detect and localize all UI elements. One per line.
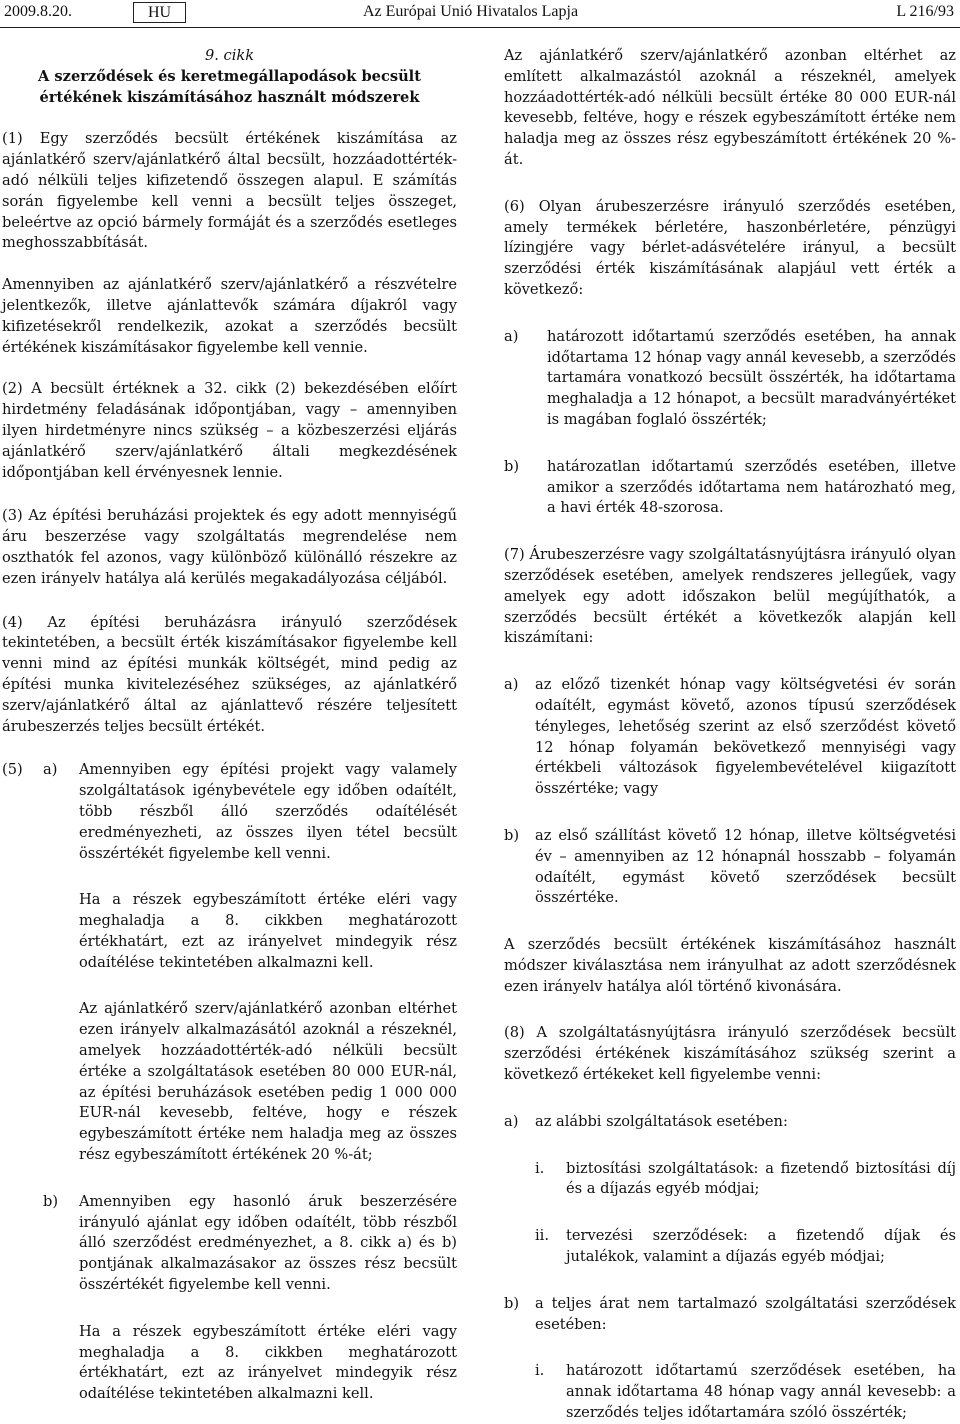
article-number: 9. cikk <box>204 47 255 64</box>
paragraph-7-a <box>504 675 956 800</box>
paragraph-5-b <box>2 1192 457 1296</box>
spacer <box>2 1192 43 1296</box>
paragraph-8: (8) A szolgáltatásnyújtásra irányuló szerződések becsült szerződési értékének kiszámításához szükség szerint a következő értékeket kell figyelembe venni: <box>504 1024 956 1084</box>
paragraph-8-b <box>504 1294 956 1336</box>
paragraph-7-b <box>504 826 956 909</box>
point-a-text: határozott időtartamú szerződés esetében, ha annak időtartama 12 hónap vagy annál kevesebb, a szerződés tartamára vonatkozó becsült összérték, ha időtartama meghaladja a 12 hónapot, a becsült maradványértéket is magában foglaló összérték; <box>547 327 956 428</box>
paragraph-2: (2) A becsült értéknek a 32. cikk (2) bekezdésében előírt hirdetmény feladásának időpontjában, vagy – amennyiben ilyen hirdetményre nincs szükség – a közbeszerzési eljárás ajánlatkérő szerv/ajánlatkérő általi megkezdésének időpontjában kell érvényesnek lennie. <box>2 380 457 481</box>
paragraph-3: (3) Az építési beruházási projektek és egy adott mennyiségű áru beszerzése vagy szolgáltatás megrendelése nem oszthatók fel azonos, vagy különböző különálló részekre az ezen irányelv hatálya alá kerülés megakadályozása céljából. <box>2 507 457 587</box>
paragraph-5-a <box>2 760 457 864</box>
paragraph-7: (7) Árubeszerzésre vagy szolgáltatásnyújtásra irányuló olyan szerződések esetében, amelyek rendszeres jellegűek, vagy amelyek egy adott időszakon belül megújíthatók, a szerződés becsült értékét a következők alapján kell kiszámítani: <box>504 546 956 647</box>
paragraph-1: (1) Egy szerződés becsült értékének kiszámítása az ajánlatkérő szerv/ajánlatkérő által becsült, hozzáadottérték-adó nélküli teljes kifizetendő összegen alapul. E számítás során figyelembe kell venni a becsült teljes összeget, beleértve az opció bármely formáját és a szerződés esetleges meghosszabbítását. <box>2 130 457 252</box>
point-b-label: b) <box>504 1294 520 1312</box>
method-selection-text: A szerződés becsült értékének kiszámításához használt módszer kiválasztása nem irányulhat az adott szerződésnek ezen irányelv hatálya alól történő kivonására. <box>504 936 956 995</box>
right-column <box>504 46 956 1424</box>
point-b-threshold-text: Ha a részek egybeszámított értéke eléri vagy meghaladja a 8. cikkben meghatározott értékhatárt, ezt az irányelvet mindegyik rész odaítélése tekintetében alkalmazni kell. <box>79 1322 457 1403</box>
point-a-text: az alábbi szolgáltatások esetében: <box>535 1112 788 1130</box>
point-i-text: határozott időtartamú szerződések esetében, ha annak időtartama 48 hónap vagy annál kevesebb: a szerződés teljes időtartamára szóló összérték; <box>566 1362 956 1422</box>
point-b-label: b) <box>504 826 520 844</box>
point-a-label: a) <box>504 327 519 345</box>
point-i-label: i. <box>535 1362 545 1380</box>
point-a-threshold-text: Ha a részek egybeszámított értéke eléri vagy meghaladja a 8. cikkben meghatározott értékhatárt, ezt az irányelvet mindegyik rész odaítélése tekintetében alkalmazni kell. <box>79 891 457 971</box>
paragraph-8-a-ii <box>535 1226 956 1268</box>
point-i-label: i. <box>535 1159 545 1177</box>
point-ii-text: tervezési szerződések: a fizetendő díjak és jutalékok, valamint a díjazás egyéb módjai; <box>566 1227 956 1266</box>
point-b-text: Amennyiben egy hasonló áruk beszerzésére irányuló ajánlat egy időben odaítélt, több részből álló szerződést eredményezhet, a 8. cikk a) és b) pontjának alkalmazásakor az összes rész becsült összértékét figyelembe kell venni. <box>79 1192 457 1294</box>
paragraph-8-a-i <box>535 1159 956 1201</box>
point-i-text: biztosítási szolgáltatások: a fizetendő biztosítási díj és a díjazás egyéb módjai; <box>566 1159 956 1198</box>
point-a-text: az előző tizenkét hónap vagy költségvetési év során odaítélt, egymást követő, azonos típusú szerződések tényleges, lehetőség szerint az első szerződést követő 12 hónap folyamán bekövetkező mennyiségi vagy értékbeli változások figyelembevételével kiigazított összértéke; vagy <box>535 676 956 798</box>
paragraph-6: (6) Olyan árubeszerzésre irányuló szerződés esetében, amely termékek bérletére, haszonbérletére, pénzügyi lízingjére vagy bérlet-adásvételére irányul, a becsült szerződési érték kiszámításának alapjául vett érték a következő: <box>504 197 956 298</box>
point-b-text: a teljes árat nem tartalmazó szolgáltatási szerződések esetében: <box>535 1294 956 1333</box>
point-a-derogation-text: Az ajánlatkérő szerv/ajánlatkérő azonban eltérhet ezen irányelv alkalmazásától azoknál a részeknél, amelyek hozzáadottérték-adó nélküli becsült értéke a szolgáltatások esetében 80 000 EUR-nál, az építési beruházások esetében pedig 1 000 000 EUR-nál kevesebb, feltéve, hogy e részek egybeszámított értéke nem haladja meg az összes rész egybeszámított értékének 20 %-át; <box>79 1000 457 1164</box>
point-a-label: a) <box>43 761 58 779</box>
header-divider <box>0 27 960 28</box>
point-a-text: Amennyiben egy építési projekt vagy valamely szolgáltatások igénybevétele egy időben odaítélt, több részből álló szerződés odaítélését eredményezheti, az összes ilyen tétel becsült összértékét figyelembe kell venni. <box>79 761 457 862</box>
article-title: A szerződések és keretmegállapodások becsült értékének kiszámításához használt módszerek <box>38 67 421 106</box>
point-b-label: b) <box>504 457 520 475</box>
paragraph-6-b <box>504 457 956 519</box>
page-reference: L 216/93 <box>896 3 954 20</box>
publication-date: 2009.8.20. <box>4 3 72 20</box>
point-ii-label: ii. <box>535 1227 549 1245</box>
page-header <box>0 0 960 26</box>
journal-title: Az Európai Unió Hivatalos Lapja <box>363 3 579 20</box>
point-b-text: határozatlan időtartamú szerződés esetében, illetve amikor a szerződés időtartama nem határozható meg, a havi érték 48-szorosa. <box>547 457 956 517</box>
paragraph-8-a <box>504 1112 956 1133</box>
paragraph-1-continued: Amennyiben az ajánlatkérő szerv/ajánlatkérő a részvételre jelentkezők, illetve ajánlattevők számára díjakról vagy kifizetésekről rendelkezik, azokat a szerződés becsült értékének kiszámításakor figyelembe kell vennie. <box>2 276 457 356</box>
point-a-label: a) <box>504 1112 519 1130</box>
point-b-text: az első szállítást követő 12 hónap, illetve költségvetési év – amennyiben az 12 hónapnál hosszabb – folyamán odaítélt, egymást követő szerződések becsült összértéke. <box>535 826 956 907</box>
paragraph-8-b-i <box>535 1361 956 1423</box>
point-a-label: a) <box>504 676 519 694</box>
derogation-continued: Az ajánlatkérő szerv/ajánlatkérő azonban eltérhet az említett alkalmazástól azoknál a részeknél, amelyek hozzáadottérték-adó nélküli becsült értéke 80 000 EUR-nál kevesebb, feltéve, hogy e részek egybeszámított értéke nem haladja meg az összes rész egybeszámított értékének 20 %-át. <box>504 47 956 168</box>
paragraph-6-a <box>504 327 956 431</box>
paragraph-5-number: (5) <box>2 761 23 779</box>
left-column <box>2 46 457 1405</box>
paragraph-4: (4) Az építési beruházásra irányuló szerződések tekintetében, a becsült érték kiszámításakor figyelembe kell venni mind az építési munkák költségét, mind pedig az építési munka kivitelezéséhez szükséges, az ajánlatkérő szerv/ajánlatkérő által az ajánlattevő részére teljesített árubeszerzés teljes becsült értékét. <box>2 613 457 735</box>
language-code-box: HU <box>133 2 186 23</box>
point-b-label: b) <box>43 1192 59 1210</box>
